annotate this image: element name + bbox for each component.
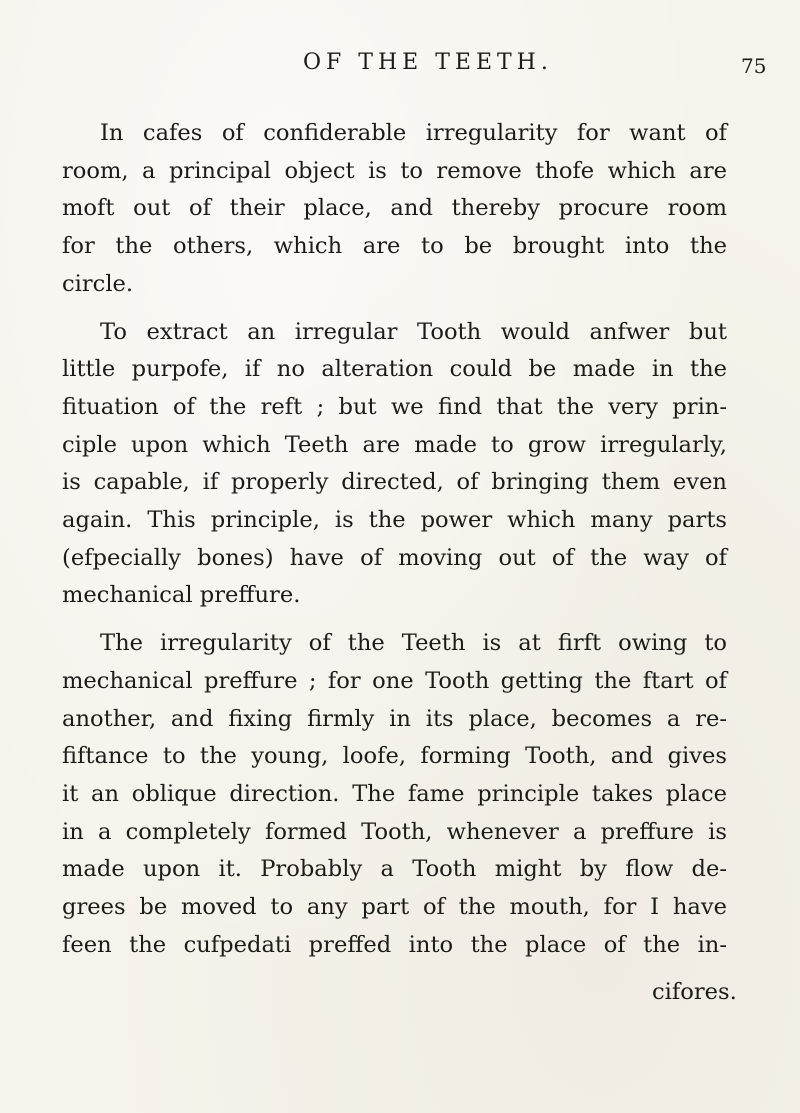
text-line: mechanical preffure.: [62, 582, 301, 609]
text-line: fituation of the reft ; but we find that the very prin-: [62, 393, 727, 420]
text-line: (efpecially bones) have of moving out of the way of: [62, 544, 727, 571]
running-head: OF THE TEETH.: [303, 50, 553, 75]
text-line: again. This principle, is the power which many parts: [62, 507, 727, 534]
text-line: mechanical preffure ; for one Tooth getting the ftart of: [62, 667, 727, 694]
paragraph: [62, 314, 727, 616]
text-line: for the others, which are to be brought into the: [62, 233, 727, 260]
text-line: grees be moved to any part of the mouth, for I have: [62, 894, 727, 921]
page-header: [0, 50, 800, 84]
catchword: cifores.: [652, 979, 737, 1005]
page-number: 75: [741, 54, 767, 78]
text-line: is capable, if properly directed, of bringing them even: [62, 469, 727, 496]
text-line: fiftance to the young, loofe, forming Tooth, and gives: [62, 743, 727, 770]
paragraph: [62, 115, 727, 304]
text-line: little purpofe, if no alteration could be made in the: [62, 356, 727, 383]
text-line: room, a principal object is to remove thofe which are: [62, 157, 727, 184]
text-line: In cafes of confiderable irregularity for want of: [100, 120, 727, 146]
text-line: circle.: [62, 270, 134, 297]
text-line: another, and fixing firmly in its place, becomes a re-: [62, 705, 727, 732]
paragraph: [62, 625, 727, 964]
text-line: feen the cufpedati preffed into the place of the in-: [62, 931, 727, 958]
text-line: it an oblique direction. The fame principle takes place: [62, 780, 727, 807]
body-text: [62, 115, 727, 964]
text-line: in a completely formed Tooth, whenever a preffure is: [62, 818, 727, 845]
text-line: ciple upon which Teeth are made to grow irregularly,: [62, 431, 727, 458]
text-line: To extract an irregular Tooth would anfwer but: [100, 318, 727, 345]
text-line: The irregularity of the Teeth is at firft owing to: [100, 630, 727, 657]
text-line: moft out of their place, and thereby procure room: [62, 195, 727, 222]
text-line: made upon it. Probably a Tooth might by flow de-: [62, 856, 727, 883]
